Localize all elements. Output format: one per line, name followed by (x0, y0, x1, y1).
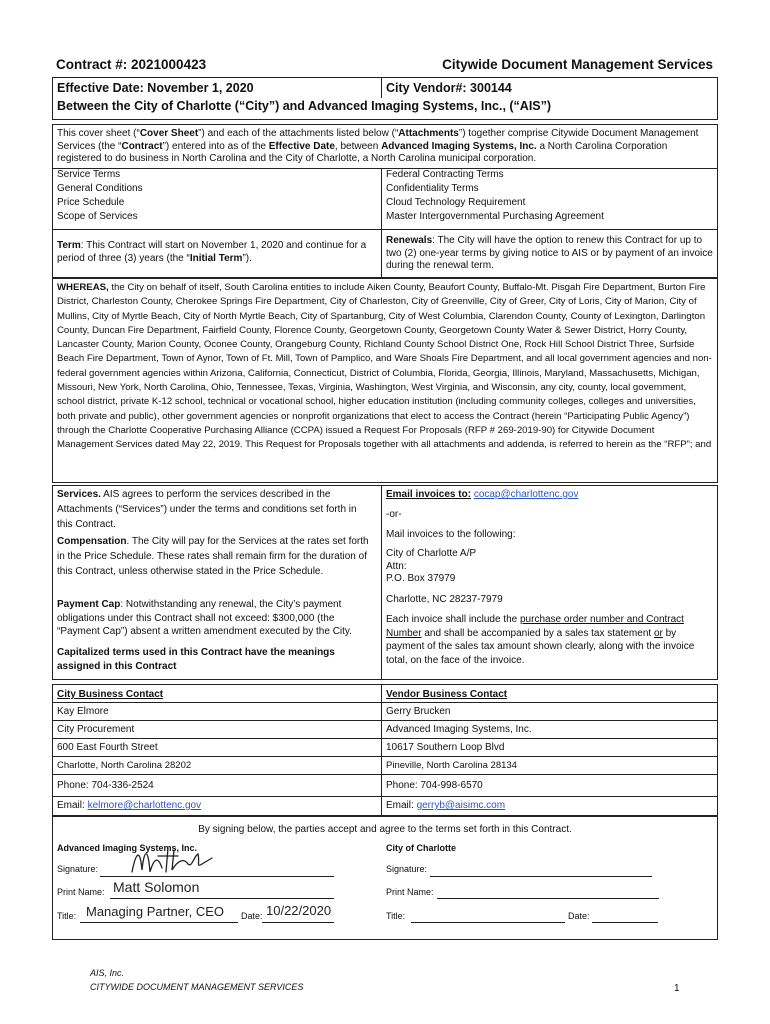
term-clause: Term: This Contract will start on November 1, 2020 and continue for a period of three (3) years (the “Initial Term”). (57, 240, 367, 264)
footer-document-name: CITYWIDE DOCUMENT MANAGEMENT SERVICES (90, 982, 304, 992)
right-print-name-label: Print Name: (386, 887, 434, 897)
vendor-number: City Vendor#: 300144 (386, 81, 512, 95)
attachment-item: Cloud Technology Requirement (386, 197, 526, 208)
city-contact-org: City Procurement (57, 724, 135, 735)
vendor-contact-city: Pineville, North Carolina 28134 (386, 760, 517, 771)
vendor-contact-name: Gerry Brucken (386, 706, 451, 717)
vendor-contact-org: Advanced Imaging Systems, Inc. (386, 724, 532, 735)
title-value: Managing Partner, CEO (86, 904, 225, 919)
cover-paragraph: This cover sheet (“Cover Sheet”) and each of the attachments listed below (“Attachments”) together comprise Citywide Document Management Services (the “Contract”) entered into as of the Effective Date, between Advanced Imaging Systems, Inc. a North Carolina Corporation registered to do business in North Carolina and the City of Charlotte, a North Carolina municipal corporation. (57, 128, 699, 164)
vendor-contact-phone: Phone: 704-998-6570 (386, 780, 483, 791)
left-print-name-label: Print Name: (57, 887, 105, 897)
mail-invoices-label: Mail invoices to the following: (386, 529, 516, 540)
vendor-email-link[interactable]: gerryb@aisimc.com (416, 800, 506, 811)
attachment-item: Scope of Services (57, 211, 138, 222)
compensation-clause: Compensation. The City will pay for the Services at the rates set forth in the Price Schedule. These rates shall remain firm for the duration of this Contract, unless otherwise stated in the Price Schedule. (57, 536, 369, 577)
attachments-right-list (386, 168, 604, 224)
city-contact-email: Email: kelmore@charlottenc.gov (57, 800, 202, 811)
attachment-item: Price Schedule (57, 197, 125, 208)
attachment-item: General Conditions (57, 183, 143, 194)
city-contact-name: Kay Elmore (57, 706, 109, 717)
right-title-line[interactable] (411, 909, 565, 923)
parties-line: Between the City of Charlotte (“City”) and Advanced Imaging Systems, Inc., (“AIS”) (57, 99, 552, 113)
payment-cap-clause: Payment Cap: Notwithstanding any renewal, the City’s payment obligations under this Contract shall not exceed: $300,000 (the “Payment Cap”) absent a written amendment executed by the City. (57, 599, 352, 637)
left-title-label: Title: (57, 911, 77, 921)
signature-intro: By signing below, the parties accept and agree to the terms set forth in this Contract. (198, 824, 572, 835)
right-title-label: Title: (386, 911, 406, 921)
attachment-item: Service Terms (57, 169, 121, 180)
services-clause: Services. AIS agrees to perform the services described in the Attachments (“Services”) under the terms and conditions set forth in this Contract. (57, 489, 357, 530)
right-date-label: Date: (568, 911, 590, 921)
effective-date: Effective Date: November 1, 2020 (57, 81, 254, 95)
print-name-value: Matt Solomon (113, 879, 200, 895)
attachments-left-list (57, 168, 143, 224)
invoice-email-link[interactable]: cocap@charlottenc.gov (473, 489, 579, 500)
signature-image (128, 842, 223, 878)
attachment-item: Confidentiality Terms (386, 183, 479, 194)
attachment-item: Federal Contracting Terms (386, 169, 504, 180)
city-contact-city: Charlotte, North Carolina 28202 (57, 760, 192, 771)
city-contact-street: 600 East Fourth Street (57, 742, 158, 753)
invoice-mail-address: City of Charlotte A/P Attn: P.O. Box 37979 (386, 548, 477, 584)
page-number: 1 (674, 983, 680, 994)
date-value: 10/22/2020 (266, 903, 332, 918)
city-email-link[interactable]: kelmore@charlottenc.gov (87, 800, 202, 811)
vendor-contact-street: 10617 Southern Loop Blvd (386, 742, 505, 753)
attachment-item: Master Intergovernmental Purchasing Agreement (386, 211, 604, 222)
left-date-label: Date: (241, 911, 263, 921)
right-print-name-line[interactable] (437, 885, 659, 899)
left-signature-label: Signature: (57, 864, 99, 874)
footer-company: AIS, Inc. (90, 968, 125, 978)
right-signature-label: Signature: (386, 864, 428, 874)
contract-number: Contract #: 2021000423 (56, 57, 207, 72)
renewals-clause: Renewals: The City will have the option to renew this Contract for up to two (2) one-year terms by giving notice to AIS or by payment of an invoice during the renewal term. (386, 235, 713, 271)
document-title: Citywide Document Management Services (442, 57, 713, 72)
right-date-line[interactable] (592, 909, 658, 923)
invoice-requirements: Each invoice shall include the purchase order number and Contract Number and shall be accompanied by a sales tax statement or by payment of the sales tax amount shown clearly, along with the invoice total, on the face of the invoice. (386, 614, 695, 666)
capitalized-terms-note: Capitalized terms used in this Contract have the meanings assigned in this Contract (57, 647, 335, 672)
city-contact-heading: City Business Contact (57, 689, 164, 700)
invoice-mail-city: Charlotte, NC 28237-7979 (386, 594, 503, 605)
right-party-name: City of Charlotte (386, 843, 457, 853)
left-party-name: Advanced Imaging Systems, Inc. (57, 843, 198, 853)
or-separator: -or- (386, 509, 402, 520)
email-invoices-line: Email invoices to: cocap@charlottenc.gov (386, 489, 579, 500)
whereas-paragraph: WHEREAS, the City on behalf of itself, South Carolina entities to include Aiken County, Beaufort County, Buffalo-Mt. Pisgah Fire Department, Burton Fire District, Charleston County, Cherokee Springs Fire Department, City of Charleston, City of Greenville, City of Greer, City of Loris, City of Marion, City of Mullins, City of Myrtle Beach, City of North Myrtle Beach, City of Spartanburg, City of West Columbia, Clarendon County, County of Lexington, Darlington County, Duncan Fire Department, Fairfield County, Florence County, Georgetown County, Georgetown County Water & Sewer District, Horry County, Lancaster County, Marion County, Oconee County, Orangeburg County, Richland County School District One, Rock Hill School District Three, Surfside Beach Fire Department, Town of Aynor, Town of Ft. Mill, Town of Pamplico, and Ware Shoals Fire Department, and all local government agencies and non-federal government agencies within Arizona, California, Connecticut, District of Columbia, Florida, Georgia, Illinois, Maryland, Massachusetts, Michigan, Missouri, New York, North Carolina, Ohio, Tennessee, Texas, Virginia, Washington, West Virginia, and Wisconsin, any city, county, local government, school district, private K-12 school, technical or vocational school, higher education institution (including community colleges, colleges and universities, both private and public), other government agencies or nonprofit organizations that elect to access the Contract (herein “Participating Public Agency”) through the Charlotte Cooperative Purchasing Alliance (CCPA) issued a Request For Proposals (RFP # 269-2019-90) for Citywide Document Management Services dated May 22, 2019. This Request for Proposals together with all attachments and addenda, is referred to herein as the “RFP”; and (57, 282, 712, 451)
right-signature-line[interactable] (430, 864, 652, 877)
vendor-contact-heading: Vendor Business Contact (386, 689, 508, 700)
vendor-contact-email: Email: gerryb@aisimc.com (386, 800, 506, 811)
city-contact-phone: Phone: 704-336-2524 (57, 780, 154, 791)
